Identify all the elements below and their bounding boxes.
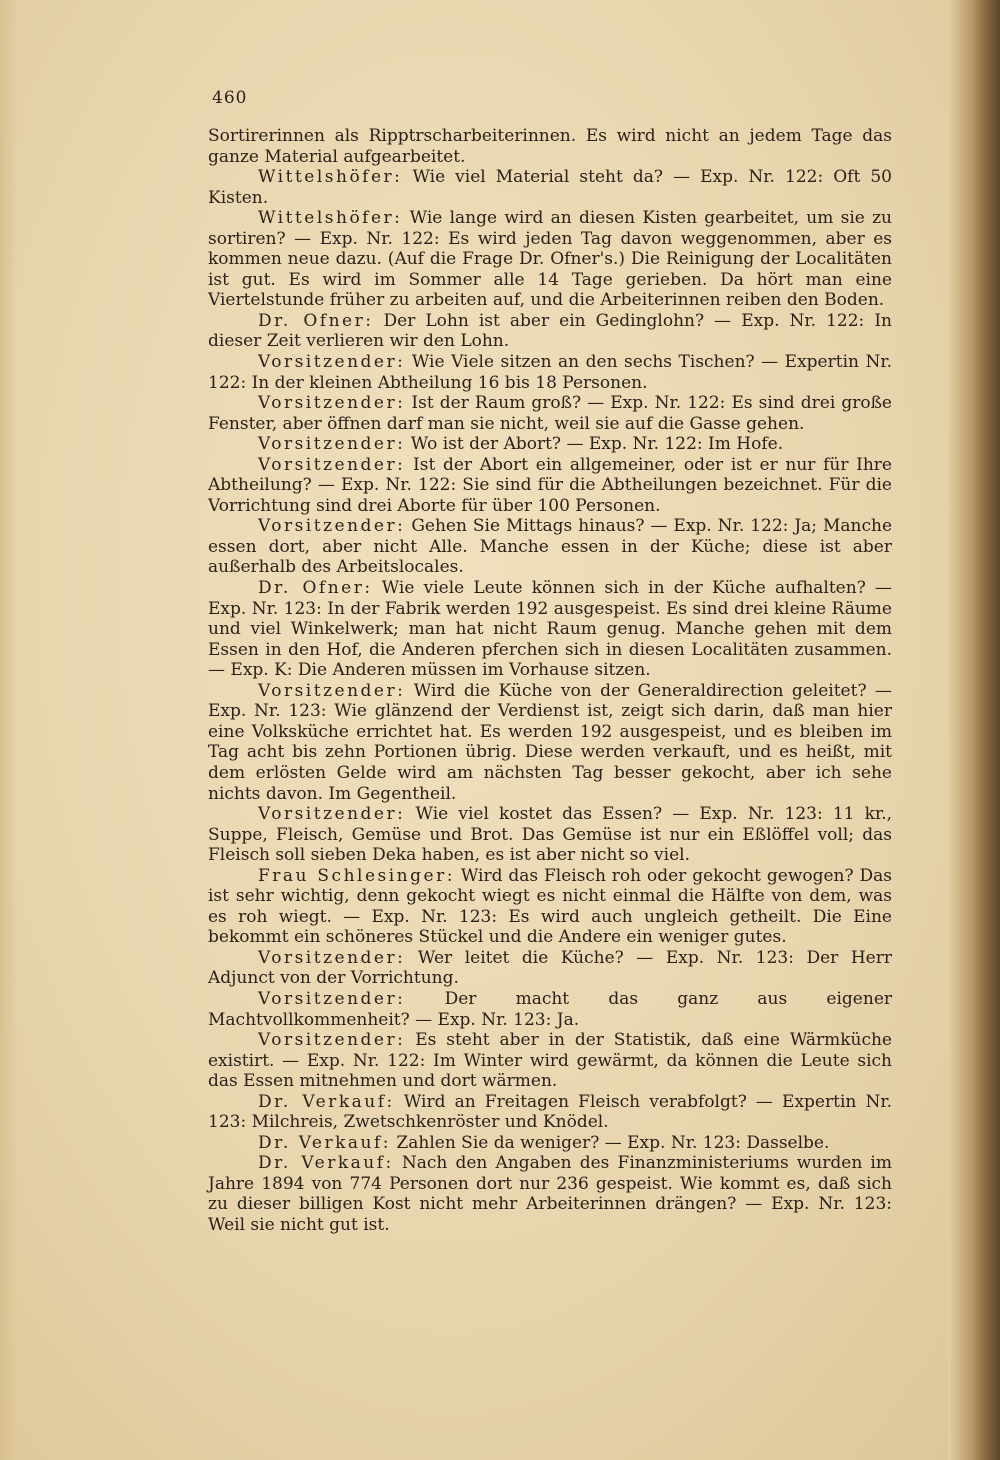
paragraph — [208, 804, 892, 866]
paragraph-text: Wird an Freitagen Fleisch verabfolgt? — Expertin Nr. 123: Milchreis, Zwetschkenröster und Knödel. — [208, 1091, 892, 1133]
speaker-name: Vorsitzender: — [258, 393, 406, 414]
speaker-name: Frau Schlesinger: — [258, 865, 455, 886]
paragraph-text: Wie viel Material steht da? — Exp. Nr. 122: Oft 50 Kisten. — [208, 167, 892, 208]
speaker-name: Dr. Verkauf: — [258, 1153, 394, 1174]
paragraph — [208, 434, 892, 455]
speaker-name: Vorsitzender: — [258, 516, 406, 537]
speaker-name: Wittelshöfer: — [258, 167, 403, 188]
paragraph-text: Gehen Sie Mittags hinaus? — Exp. Nr. 122: Ja; Manche essen dort, aber nicht Alle. Manche essen in der Küche; diese ist aber außerhalb des Arbeitslocales. — [208, 516, 893, 578]
paragraph — [208, 1030, 892, 1092]
paragraph-text: Wie viele Leute können sich in der Küche aufhalten? — Exp. Nr. 123: In der Fabrik werden 192 ausgespeist. Es sind drei kleine Räume und viel Winkelwerk; man hat nicht Raum genug. Manche gehen mit dem Essen in den Hof, die Anderen pferchen sich in diesen Localitäten zusammen. — Exp. K: Die Anderen müssen im Vorhause sitzen. — [208, 578, 892, 681]
speaker-name: Vorsitzender: — [258, 352, 406, 373]
speaker-name: Vorsitzender: — [258, 1030, 406, 1051]
paragraph-text: Wird das Fleisch roh oder gekocht gewogen? Das ist sehr wichtig, denn gekocht wiegt es nicht einmal die Hälfte von dem, was es roh wiegt. — Exp. Nr. 123: Es wird auch ungleich getheilt. Die Eine bekommt ein schöneres Stückel und die Andere ein weniger gutes. — [208, 865, 892, 948]
paragraph — [208, 167, 892, 208]
paragraph-text: Sortirerinnen als Ripptrscharbeiterinnen. Es wird nicht an jedem Tage das ganze Material aufgearbeitet. — [208, 126, 892, 167]
paragraph — [208, 578, 892, 681]
paragraph — [208, 1092, 892, 1133]
speaker-name: Dr. Ofner: — [258, 578, 373, 599]
speaker-name: Dr. Ofner: — [258, 310, 374, 331]
paragraph — [208, 1133, 892, 1154]
paragraph-text: Es steht aber in der Statistik, daß eine Wärmküche existirt. — Exp. Nr. 122: Im Winter wird gewärmt, da können die Leute sich das Essen mitnehmen und dort wärmen. — [208, 1030, 892, 1092]
speaker-name: Dr. Verkauf: — [258, 1091, 395, 1112]
paragraph — [208, 681, 892, 804]
paragraph-text: Wo ist der Abort? — Exp. Nr. 122: Im Hofe. — [410, 434, 784, 455]
paragraph-text: Der Lohn ist aber ein Gedinglohn? — Exp. Nr. 122: In dieser Zeit verlieren wir den Lohn. — [208, 310, 892, 352]
paragraph — [208, 311, 892, 352]
paragraph-text: Wie viel kostet das Essen? — Exp. Nr. 123: 11 kr., Suppe, Fleisch, Gemüse und Brot. Das Gemüse ist nur ein Eßlöffel voll; das Fleisch soll sieben Deka haben, es ist aber nicht so viel. — [208, 804, 893, 866]
book-binding-shadow — [948, 0, 1000, 1460]
speaker-name: Vorsitzender: — [258, 680, 406, 701]
paragraph — [208, 866, 892, 948]
paragraph-text: Ist der Abort ein allgemeiner, oder ist er nur für Ihre Abtheilung? — Exp. Nr. 122: Sie sind für die Abtheilungen bezeichnet. Für die Vorrichtung sind drei Aborte für über 100 Personen. — [208, 454, 892, 516]
paragraph-text: Wird die Küche von der Generaldirection geleitet? — Exp. Nr. 123: Wie glänzend der Verdienst ist, zeigt sich darin, daß man hier eine Volksküche errichtet hat. Es werden 192 ausgespeist, und es bleiben im Tag acht bis zehn Portionen übrig. Diese werden verkauft, und es heißt, mit dem erlösten Gelde wird am nächsten Tag besser gekocht, aber ich sehe nichts davon. Im Gegentheil. — [208, 680, 892, 804]
paragraph-text: Wie lange wird an diesen Kisten gearbeitet, um sie zu sortiren? — Exp. Nr. 122: Es wird jeden Tag davon weggenommen, aber es kommen neue dazu. (Auf die Frage Dr. Ofner's.) Die Reinigung der Localitäten ist gut. Es wird im Sommer alle 14 Tage gerieben. Da hört man eine Viertelstunde früher zu arbeiten auf, und die Arbeiterinnen reiben den Boden. — [208, 208, 893, 311]
paragraph-text: Ist der Raum groß? — Exp. Nr. 122: Es sind drei große Fenster, aber öffnen darf man sie nicht, weil sie auf die Gasse gehen. — [208, 393, 892, 434]
speaker-name: Vorsitzender: — [258, 804, 406, 825]
paragraph — [208, 989, 892, 1030]
paragraph — [208, 393, 892, 434]
speaker-name: Vorsitzender: — [258, 988, 406, 1009]
page-edge-shadow — [0, 0, 18, 1460]
paragraph — [208, 948, 892, 989]
body-text — [208, 126, 892, 1236]
paragraph — [208, 1153, 892, 1235]
paragraph — [208, 352, 892, 393]
paragraph-text: Zahlen Sie da weniger? — Exp. Nr. 123: Dasselbe. — [396, 1132, 830, 1153]
paragraph-text: Der macht das ganz aus eigener Machtvollkommenheit? — Exp. Nr. 123: Ja. — [208, 988, 893, 1030]
speaker-name: Dr. Verkauf: — [258, 1132, 392, 1153]
paragraph — [208, 126, 892, 167]
paragraph — [208, 208, 892, 311]
paragraph — [208, 455, 892, 517]
speaker-name: Vorsitzender: — [258, 947, 406, 968]
paragraph-text: Wie Viele sitzen an den sechs Tischen? — Expertin Nr. 122: In der kleinen Abtheilung 16 bis 18 Personen. — [208, 352, 893, 393]
page-number: 460 — [212, 88, 248, 108]
speaker-name: Vorsitzender: — [258, 454, 406, 475]
speaker-name: Vorsitzender: — [258, 434, 406, 455]
paragraph-text: Nach den Angaben des Finanzministeriums wurden im Jahre 1894 von 774 Personen dort nur 236 gespeist. Wie kommt es, daß sich zu dieser billigen Kost nicht mehr Arbeiterinnen drängen? — Exp. Nr. 123: Weil sie nicht gut ist. — [208, 1153, 892, 1235]
speaker-name: Wittelshöfer: — [258, 208, 403, 229]
paragraph-text: Wer leitet die Küche? — Exp. Nr. 123: Der Herr Adjunct von der Vorrichtung. — [208, 947, 892, 989]
paragraph — [208, 516, 892, 578]
